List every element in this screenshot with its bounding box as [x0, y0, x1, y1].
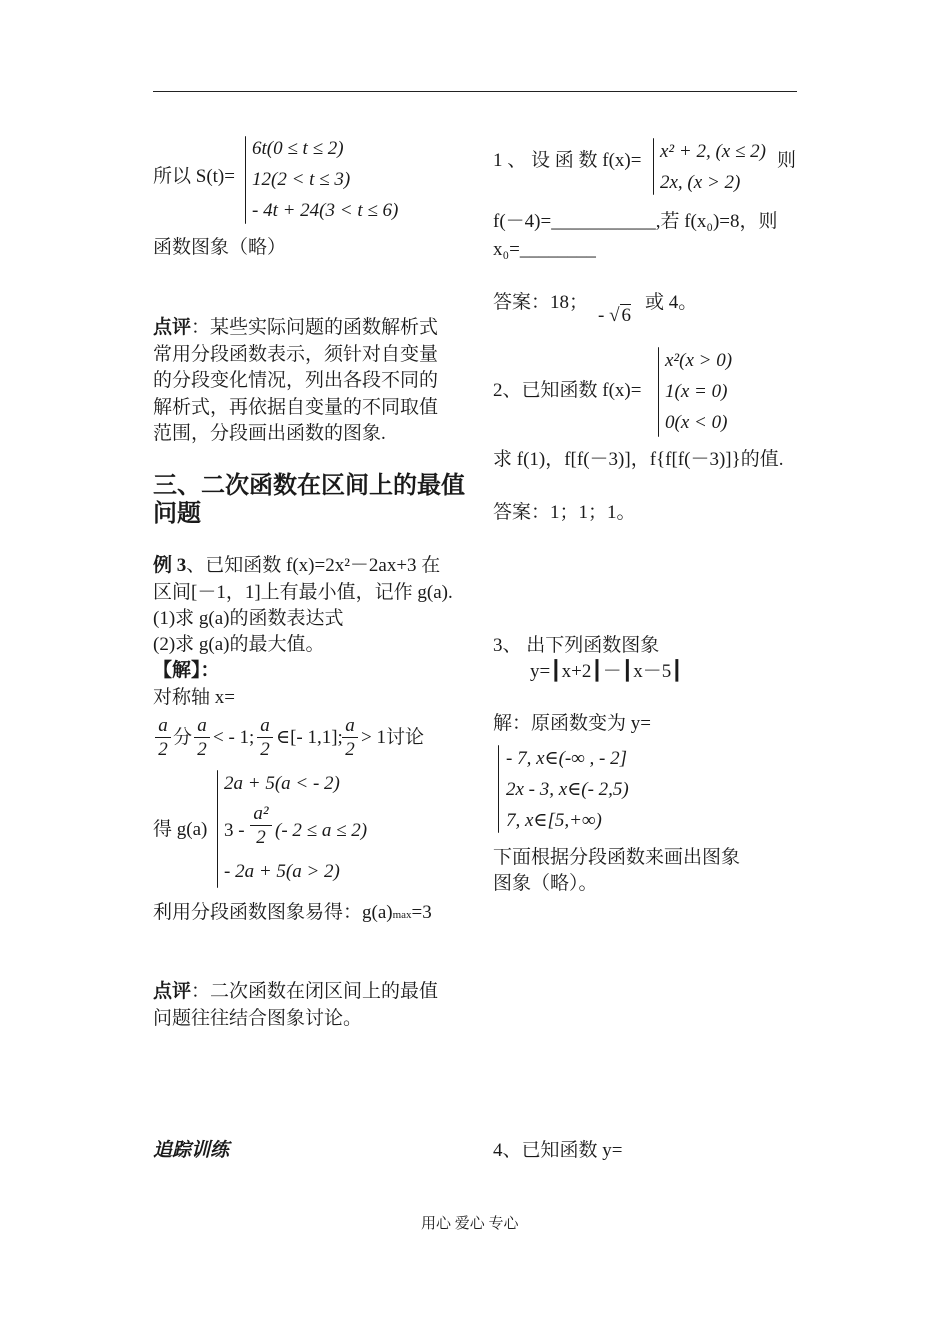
comment-1-text: ：某些实际问题的函数解析式 [191, 317, 439, 338]
cond-2: ∈[- 1,1]; [276, 727, 343, 748]
example-label: 例 3 [153, 555, 187, 576]
cond-3: > 1讨论 [361, 727, 424, 748]
s-case-2: 12(2 < t ≤ 3) [252, 169, 351, 190]
sol3-brace [498, 745, 499, 833]
q1-prefix: 1 、 设 函 数 f(x)= [493, 150, 642, 171]
q2-line-2: 求 f(1)，f[f(－3)]，f{f[f(－3)]}的值. [493, 449, 784, 470]
split-word: 分 [173, 727, 193, 748]
g-case-2-pre: 3 - [224, 820, 245, 841]
gmax-line: 利用分段函数图象易得：g(a)max=3 [153, 902, 432, 923]
example-question-1: (1)求 g(a)的函数表达式 [153, 608, 344, 629]
cond-fraction-3: a 2 [342, 716, 358, 759]
example-text: 、已知函数 f(x)=2x²－2ax+3 在 [186, 555, 441, 576]
comment-2-line-2: 问题往往结合图象讨论。 [153, 1008, 363, 1029]
axis-text: 对称轴 x= [153, 687, 235, 708]
q1-case-2: 2x, (x > 2) [660, 172, 741, 193]
comment-2-line-1: 点评：二次函数在闭区间上的最值 [153, 981, 439, 1002]
q1-brace [653, 138, 654, 195]
sol3-case-3: 7, x∈[5,+∞) [506, 810, 602, 831]
graph-omitted: 函数图象（略） [153, 237, 287, 258]
g-case-3: - 2a + 5(a > 2) [224, 861, 340, 882]
sol3-line-2: 图象（略）。 [493, 873, 598, 894]
q2-prefix: 2、已知函数 f(x)= [493, 380, 642, 401]
q3-line-2: y=┃x+2┃－┃x－5┃ [530, 661, 683, 682]
q1-line-2: f(－4)=___________,若 f(x₀)=8，则 [493, 211, 778, 232]
g-case-2-fraction: a² 2 [250, 804, 272, 847]
tracking-title: 追踪训练 [153, 1140, 230, 1161]
s-prefix: 所以 S(t)= [153, 166, 235, 187]
s-brace [245, 136, 246, 224]
answer-1: 答案：18； [493, 292, 589, 313]
header-rule [153, 91, 797, 92]
g-prefix: 得 g(a) [153, 819, 208, 840]
comment-1-line-4: 解析式，再依据自变量的不同取值 [153, 397, 439, 418]
g-case-1: 2a + 5(a < - 2) [224, 773, 340, 794]
section-title-line-2: 问题 [153, 501, 201, 527]
gmax-sub: max [392, 909, 412, 921]
sol3-prefix: 解：原函数变为 y= [493, 713, 651, 734]
answer-1-suffix: 或 4。 [645, 292, 698, 313]
g-brace [217, 770, 218, 888]
sol3-case-1: - 7, x∈(-∞ , - 2] [506, 748, 627, 769]
comment-1-line-3: 的分段变化情况，列出各段不同的 [153, 370, 439, 391]
q1-line-3: x₀=________ [493, 239, 596, 260]
comment-2-label: 点评 [153, 981, 192, 1002]
q4: 4、已知函数 y= [493, 1140, 623, 1161]
q3-line-1: 3、 出下列函数图象 [493, 635, 660, 656]
page-footer: 用心 爱心 专心 [421, 1216, 519, 1232]
answer-2: 答案：1；1；1。 [493, 502, 636, 523]
comment-1-line-1 [153, 318, 438, 337]
g-case-2-post: (- 2 ≤ a ≤ 2) [275, 820, 368, 841]
section-title-line-1: 三、二次函数在区间上的最值 [153, 473, 465, 499]
q2-case-1: x²(x > 0) [665, 350, 733, 371]
sol3-line-1: 下面根据分段函数来画出图象 [493, 847, 741, 868]
answer-1-root: - √ 6 [598, 305, 632, 326]
axis-fraction: a 2 [155, 716, 171, 759]
example-question-2: (2)求 g(a)的最大值。 [153, 634, 325, 655]
q2-brace [658, 347, 659, 437]
s-case-3: - 4t + 24(3 < t ≤ 6) [252, 200, 399, 221]
q1-suffix: 则 [777, 150, 797, 171]
sol3-case-2: 2x - 3, x∈(- 2,5) [506, 779, 629, 800]
example-line-1 [153, 556, 440, 575]
solution-label: 【解】： [153, 660, 220, 681]
comment-1-line-5: 范围，分段画出函数的图象. [153, 423, 386, 444]
s-case-1: 6t(0 ≤ t ≤ 2) [252, 138, 344, 159]
comment-1-label: 点评 [153, 317, 192, 338]
q2-case-2: 1(x = 0) [665, 381, 728, 402]
comment-1-line-2: 常用分段函数表示，须针对自变量 [153, 344, 439, 365]
q1-case-1: x² + 2, (x ≤ 2) [660, 141, 766, 162]
cond-1: < - 1; [213, 727, 255, 748]
q2-case-3: 0(x < 0) [665, 412, 728, 433]
cond-fraction-2: a 2 [257, 716, 273, 759]
cond-fraction-1: a 2 [194, 716, 210, 759]
example-line-2: 区间[－1，1]上有最小值，记作 g(a). [153, 582, 453, 603]
